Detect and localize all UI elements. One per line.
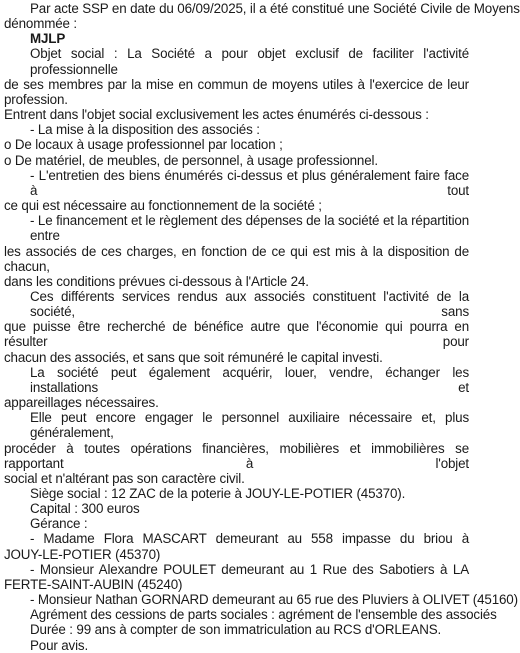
acquisition-line: La société peut également acquérir, louer, vendre, échanger les installations et (30, 364, 469, 395)
duration: Durée : 99 ans à compter de son immatriculation au RCS d'ORLEANS. (30, 622, 442, 638)
closing: Pour avis. (30, 637, 89, 653)
manager-entry-cont: FERTE-SAINT-AUBIN (45240) (4, 576, 183, 592)
object-item: - Le financement et le règlement des dépenses de la société et la répartition entre (30, 213, 469, 244)
manager-entry-cont: JOUY-LE-POTIER (45370) (4, 546, 161, 562)
services-line: que puisse être recherché de bénéfice autre que l'économie qui pourra en résulter pour (4, 319, 469, 350)
personnel-line: social et n'altérant pas son caractère civil. (4, 470, 245, 486)
manager-entry: - Madame Flora MASCART demeurant au 558 impasse du briou à (30, 531, 469, 547)
notice-intro-line: Par acte SSP en date du 06/09/2025, il a été constitué une Société Civile de Moyens (30, 1, 520, 16)
object-line: Objet social : La Société a pour objet exclusif de faciliter l'activité professionnelle (30, 46, 469, 77)
object-line: Entrent dans l'objet social exclusivement les actes énumérés ci-dessous : (4, 107, 429, 123)
company-name: MJLP (30, 31, 66, 47)
object-line: de ses membres par la mise en commun de moyens utiles à l'exercice de leur profession. (4, 76, 469, 107)
manager-entry: - Monsieur Nathan GORNARD demeurant au 65 rue des Pluviers à OLIVET (45160) (30, 592, 518, 608)
object-item: - L'entretien des biens énumérés ci-dessus et plus généralement faire face à tout (30, 167, 469, 198)
registered-office: Siège social : 12 ZAC de la poterie à JOUY-LE-POTIER (45370). (30, 486, 406, 501)
object-item: - La mise à la disposition des associés : (30, 122, 260, 138)
capital: Capital : 300 euros (30, 501, 140, 517)
object-item-cont: ce qui est nécessaire au fonctionnement de la société ; (4, 198, 322, 214)
notice-intro-line-cont: dénommée : (4, 16, 77, 32)
share-transfer-approval: Agrément des cessions de parts sociales : agrément de l'ensemble des associés (30, 607, 497, 623)
services-line: Ces différents services rendus aux associés constituent l'activité de la société, sans (30, 288, 469, 320)
object-item-cont: les associés de ces charges, en fonction de ce qui est mis à la disposition de chacun, (4, 243, 469, 274)
acquisition-line: appareillages nécessaires. (4, 395, 159, 411)
personnel-line: Elle peut encore engager le personnel auxiliaire nécessaire et, plus généralement, (30, 410, 469, 441)
object-subitem: o De locaux à usage professionnel par location ; (4, 137, 283, 153)
object-item-cont: dans les conditions prévues ci-dessous à l'Article 24. (4, 273, 309, 289)
services-line: chacun des associés, et sans que soit rémunéré le capital investi. (4, 349, 383, 365)
object-subitem: o De matériel, de meubles, de personnel, à usage professionnel. (4, 152, 378, 168)
management-heading: Gérance : (30, 516, 88, 532)
personnel-line: procéder à toutes opérations financières, mobilières et immobilières se rapportant à l'objet (4, 440, 469, 471)
manager-entry: - Monsieur Alexandre POULET demeurant au 1 Rue des Sabotiers à LA (30, 561, 469, 577)
